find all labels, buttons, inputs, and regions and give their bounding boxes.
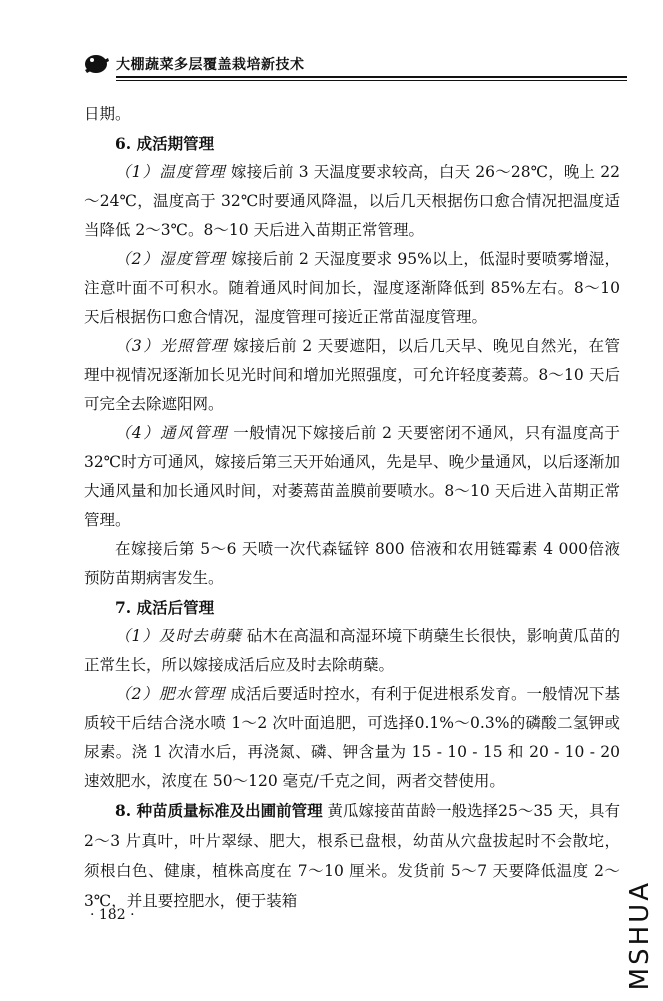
subheading-light: （3）光照管理	[115, 337, 228, 355]
running-header-title: 大棚蔬菜多层覆盖栽培新技术	[116, 57, 305, 73]
book-logo-icon	[82, 50, 112, 78]
subheading-fertilizer-water: （2）肥水管理	[115, 685, 226, 703]
paragraph-fertilizer-water	[84, 680, 620, 796]
subheading-ventilation: （4）通风管理	[115, 424, 228, 442]
page-body	[84, 100, 620, 916]
section-heading-6: 6. 成活期管理	[115, 134, 215, 153]
header-rule	[116, 76, 627, 78]
header-rule-thin	[116, 80, 627, 81]
paragraph-disease-prevention: 在嫁接后第 5～6 天喷一次代森锰锌 800 倍液和农用链霉素 4 000倍液预防苗期病害发生。	[84, 540, 620, 587]
page-number: · 182 ·	[90, 907, 135, 923]
continuation-line: 日期。	[84, 105, 131, 123]
paragraph-text: 嫁接后前 2 天湿度要求 95%以上，低湿时要喷雾增湿，注意叶面不可积水。随着通风时间加长，湿度逐渐降低到 85%左右。8～10 天后根据伤口愈合情况，湿度管理可接近正常苗湿度管理。	[84, 250, 620, 326]
subheading-temperature: （1）温度管理	[115, 163, 226, 181]
section-heading-7: 7. 成活后管理	[115, 598, 215, 617]
paragraph-light	[84, 332, 620, 419]
paragraph-temperature	[84, 158, 620, 245]
paragraph-text: 一般情况下嫁接后前 2 天要密闭不通风，只有温度高于 32℃时方可通风，嫁接后第三天开始通风，先是早、晚少量通风，以后逐渐加大通风量和加长通风时间，对萎蔫苗盖膜前要喷水。8～10 天后进入苗期正常管理。	[84, 424, 620, 529]
page-header	[82, 44, 627, 84]
paragraph-text: 砧木在高温和高湿环境下萌蘖生长很快，影响黄瓜苗的正常生长，所以嫁接成活后应及时去除萌蘖。	[84, 627, 620, 674]
paragraph-text: 成活后要适时控水，有利于促进根系发育。一般情况下基质较干后结合浇水喷 1～2 次叶面追肥，可选择0.1%～0.3%的磷酸二氢钾或尿素。浇 1 次清水后，再浇氮、磷、钾含量为 15 - 10 - 15 和 20 - 10 - 20 速效肥水，浓度在 50～120 毫克/千克之间，两者交替使用。	[84, 685, 620, 790]
subheading-humidity: （2）湿度管理	[115, 250, 227, 268]
watermark: MSHUA	[625, 880, 655, 991]
section-heading-8	[84, 796, 620, 916]
paragraph-remove-sprouts	[84, 622, 620, 680]
paragraph-text: 黄瓜嫁接苗苗龄一般选择25～35 天，具有 2～3 片真叶，叶片翠绿、肥大，根系已盘根，幼苗从穴盘拔起时不会散坨，须根白色、健康，植株高度在 7～10 厘米。发货前 5～7 天要降低温度 2～3℃，并且要控肥水，便于装箱	[84, 802, 620, 910]
subheading-remove-sprouts: （1）及时去萌蘖	[115, 627, 242, 645]
section-heading-8-title: 8. 种苗质量标准及出圃前管理	[115, 801, 323, 820]
paragraph-text: 嫁接后前 2 天要遮阳，以后几天早、晚见自然光，在管理中视情况逐渐加长见光时间和增加光照强度，可允许轻度萎蔫。8～10 天后可完全去除遮阳网。	[84, 337, 620, 413]
paragraph-text: 嫁接后前 3 天温度要求较高，白天 26～28℃，晚上 22～24℃，温度高于 32℃时要通风降温，以后几天根据伤口愈合情况把温度适当降低 2～3℃。8～10 天后进入苗期正常管理。	[84, 163, 620, 239]
paragraph-ventilation	[84, 419, 620, 535]
paragraph-humidity	[84, 245, 620, 332]
